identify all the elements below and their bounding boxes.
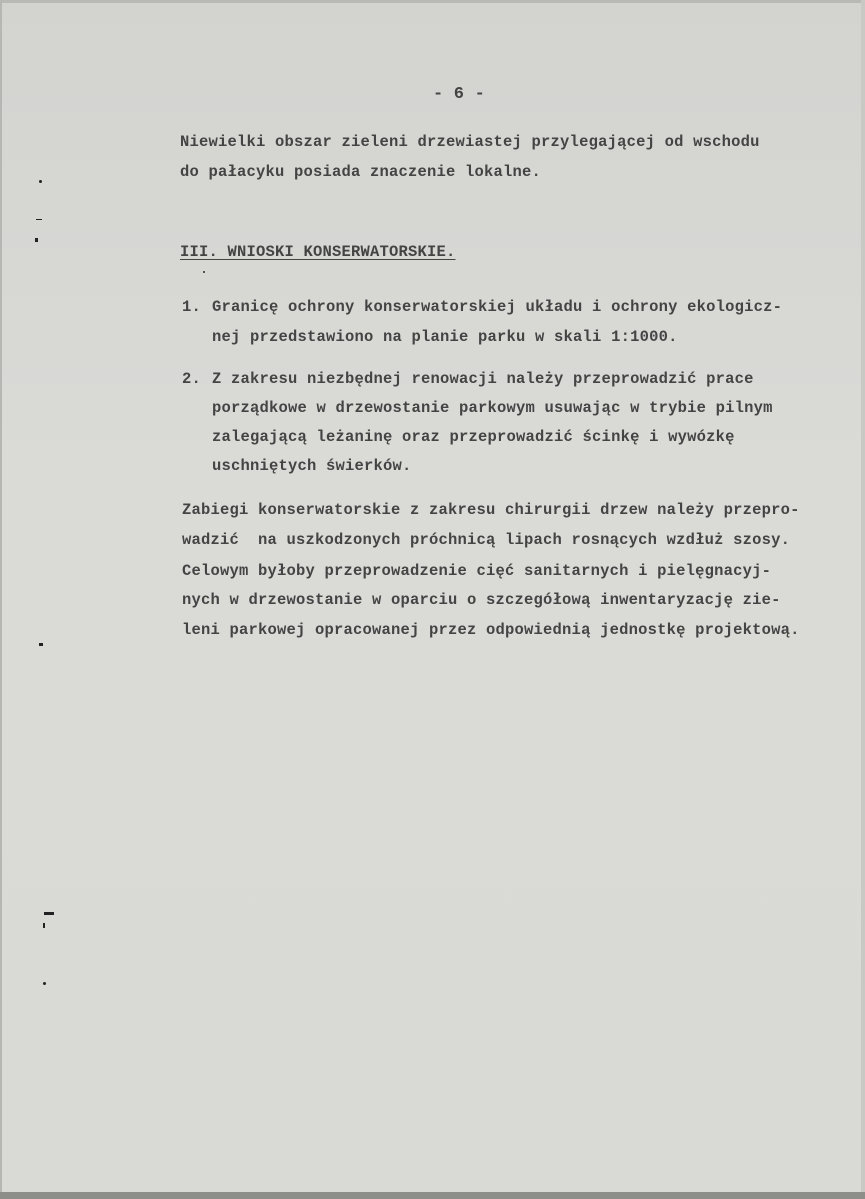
- page-number: - 6 -: [433, 85, 486, 104]
- item-2-line-1: Z zakresu niezbędnej renowacji należy przeprowadzić prace: [212, 370, 754, 388]
- binder-hole-mark: [39, 180, 42, 183]
- binder-hole-mark: [35, 238, 38, 242]
- binder-hole-mark: [43, 923, 45, 928]
- scan-edge-right: [861, 0, 865, 1199]
- binder-hole-mark: [39, 643, 43, 646]
- item-1-line-2: nej przedstawiono na planie parku w skali 1:1000.: [212, 328, 678, 346]
- binder-hole-mark: [36, 219, 42, 220]
- item-2-number: 2.: [182, 370, 202, 388]
- binder-hole-mark: [43, 982, 46, 985]
- paragraph-3-line-3: Celowym byłoby przeprowadzenie cięć sanitarnych i pielęgnacyj-: [182, 562, 772, 580]
- paragraph-3-line-1: Zabiegi konserwatorskie z zakresu chirurgii drzew należy przepro-: [182, 501, 800, 519]
- item-2-line-2: porządkowe w drzewostanie parkowym usuwając w trybie pilnym: [212, 399, 773, 417]
- scan-edge-bottom: [0, 1192, 865, 1199]
- item-1-number: 1.: [182, 298, 202, 316]
- item-1-line-1: Granicę ochrony konserwatorskiej układu i ochrony ekologicz-: [212, 298, 783, 316]
- binder-hole-mark: [44, 912, 54, 915]
- scan-edge-left: [0, 0, 2, 1199]
- scan-edge-top: [0, 0, 865, 3]
- paragraph-3-line-5: leni parkowej opracowanej przez odpowiednią jednostkę projektową.: [182, 621, 800, 639]
- paragraph-1-line-2: do pałacyku posiada znaczenie lokalne.: [180, 163, 542, 181]
- ink-speck: [203, 271, 205, 273]
- item-2-line-3: zalegającą leżaninę oraz przeprowadzić ścinkę i wywózkę: [212, 428, 735, 446]
- section-heading: III. WNIOSKI KONSERWATORSKIE.: [180, 243, 456, 261]
- paragraph-1-line-1: Niewielki obszar zieleni drzewiastej przylegającej od wschodu: [180, 133, 760, 151]
- paragraph-3-line-2: wadzić na uszkodzonych próchnicą lipach rosnących wzdłuż szosy.: [182, 531, 791, 549]
- paragraph-3-line-4: nych w drzewostanie w oparciu o szczegółową inwentaryzację zie-: [182, 591, 781, 609]
- item-2-line-4: uschniętych świerków.: [212, 457, 412, 475]
